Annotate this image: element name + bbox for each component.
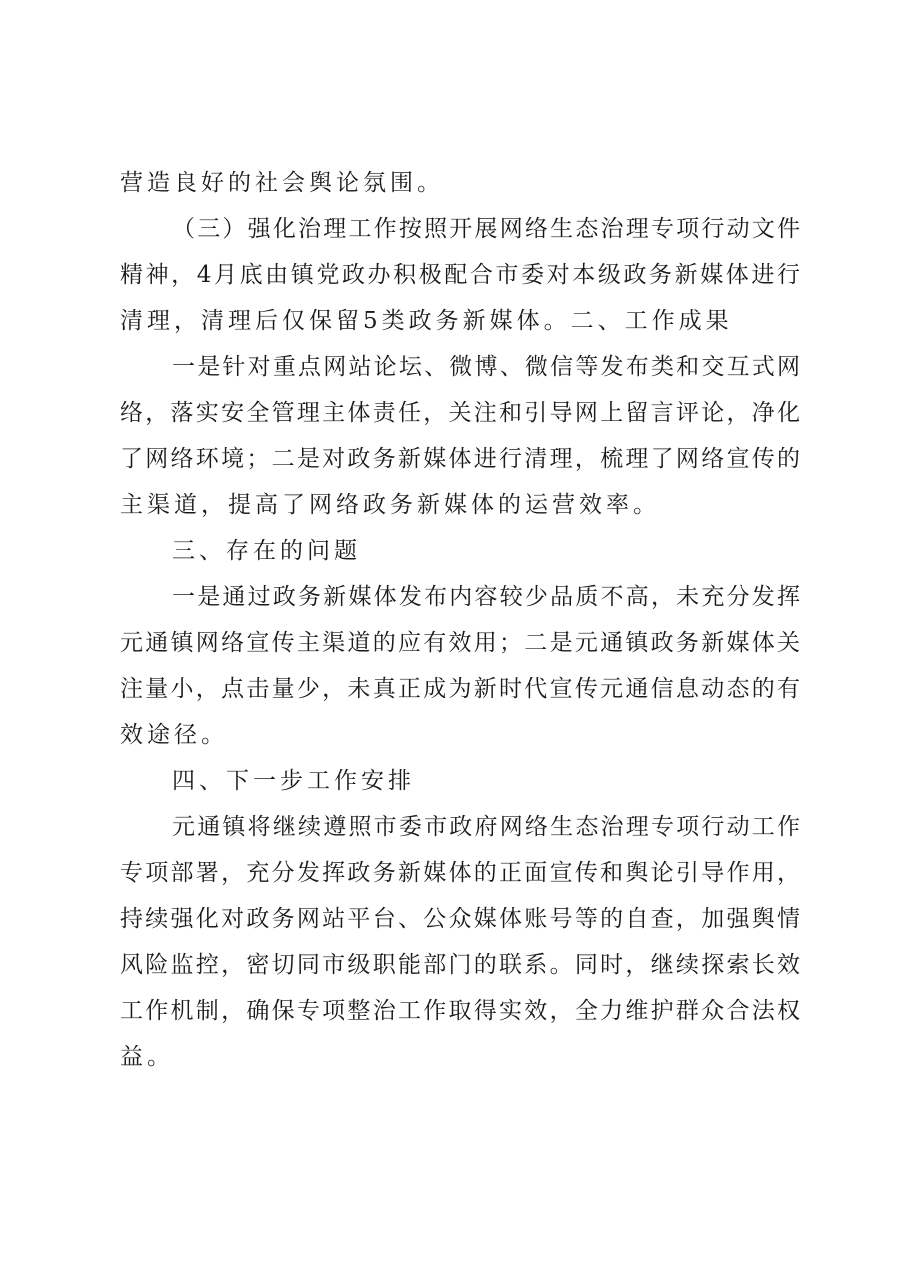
text-line: 了网络环境；二是对政务新媒体进行清理，梳理了网络宣传的	[120, 446, 800, 472]
paragraph-first-line: 一是针对重点网站论坛、微博、微信等发布类和交互式网	[172, 354, 800, 380]
text-line: 专项部署，充分发挥政务新媒体的正面宣传和舆论引导作用，	[120, 860, 800, 886]
text-line: 精神，4月底由镇党政办积极配合市委对本级政务新媒体进行	[120, 262, 800, 288]
text-line: 营造良好的社会舆论氛围。	[120, 170, 444, 196]
paragraph-first-line: 元通镇将继续遵照市委市政府网络生态治理专项行动工作	[172, 814, 800, 840]
text-line: 持续强化对政务网站平台、公众媒体账号等的自查，加强舆情	[120, 906, 800, 932]
paragraph-first-line: 一是通过政务新媒体发布内容较少品质不高，未充分发挥	[172, 584, 800, 610]
text-line: 风险监控，密切同市级职能部门的联系。同时，继续探索长效	[120, 952, 800, 978]
text-line: 元通镇网络宣传主渠道的应有效用；二是元通镇政务新媒体关	[120, 630, 800, 656]
section-heading-line: （三）强化治理工作按照开展网络生态治理专项行动文件	[172, 216, 800, 242]
text-line: 工作机制，确保专项整治工作取得实效，全力维护群众合法权	[120, 998, 800, 1024]
section-heading: 四、下一步工作安排	[172, 768, 415, 794]
section-heading: 三、存在的问题	[172, 538, 361, 564]
text-line: 效途径。	[120, 722, 228, 748]
text-line: 络，落实安全管理主体责任，关注和引导网上留言评论，净化	[120, 400, 800, 426]
text-line: 注量小，点击量少，未真正成为新时代宣传元通信息动态的有	[120, 676, 800, 702]
text-line: 益。	[120, 1044, 174, 1070]
text-line: 主渠道，提高了网络政务新媒体的运营效率。	[120, 492, 660, 518]
text-line: 清理，清理后仅保留5类政务新媒体。二、工作成果	[120, 308, 733, 334]
